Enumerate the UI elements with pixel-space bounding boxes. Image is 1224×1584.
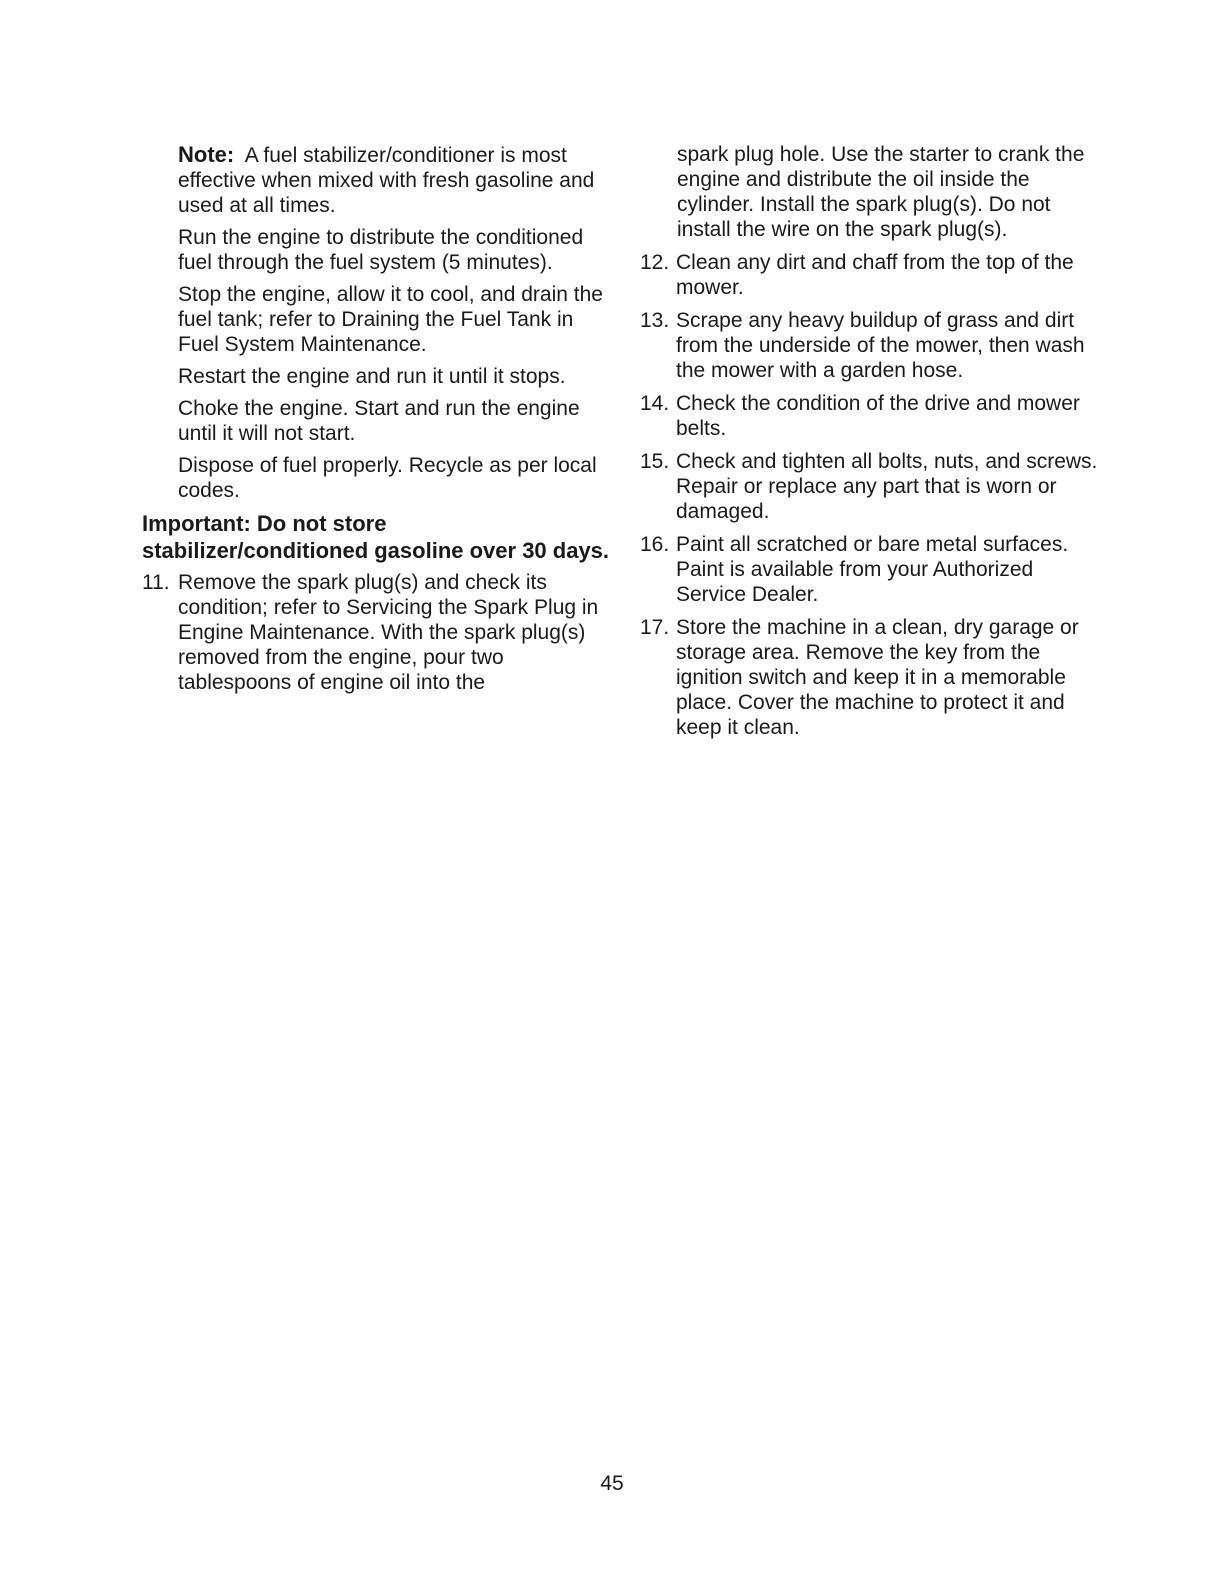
item-text: Store the machine in a clean, dry garage or storage area. Remove the key from the ignition switch and keep it in a memorable place. Cover the machine to protect it and keep it clean. xyxy=(676,616,1079,739)
item-number: 13. xyxy=(640,309,670,332)
page-number: 45 xyxy=(600,1472,624,1495)
note-paragraph xyxy=(142,142,612,218)
item-number: 11. xyxy=(142,571,170,594)
item-number: 14. xyxy=(640,392,670,415)
item-11-continuation: spark plug hole. Use the starter to crank the engine and distribute the oil inside the cylinder. Install the spark plug(s). Do not install the wire on the spark plug(s). xyxy=(677,143,1085,241)
step-dispose-fuel: Dispose of fuel properly. Recycle as per local codes. xyxy=(178,454,597,502)
list-item xyxy=(640,449,1100,524)
list-item xyxy=(640,615,1100,740)
item-text: Remove the spark plug(s) and check its condition; refer to Servicing the Spark Plug in Engine Maintenance. With the spark plug(s) removed from the engine, pour two tablespoons of engine oil into the xyxy=(178,571,599,694)
important-warning: Important: Do not store stabilizer/conditioned gasoline over 30 days. xyxy=(142,511,610,563)
item-number: 16. xyxy=(640,533,670,556)
item-number: 15. xyxy=(640,450,670,473)
item-text: Check the condition of the drive and mower belts. xyxy=(676,392,1080,440)
step-choke-engine: Choke the engine. Start and run the engine until it will not start. xyxy=(178,397,580,445)
note-label: Note: xyxy=(178,142,235,167)
item-text: Clean any dirt and chaff from the top of the mower. xyxy=(676,251,1074,299)
item-number: 17. xyxy=(640,616,670,639)
list-item xyxy=(640,308,1100,383)
step-stop-engine: Stop the engine, allow it to cool, and drain the fuel tank; refer to Draining the Fuel Tank in Fuel System Maintenance. xyxy=(178,283,603,356)
note-text: A fuel stabilizer/conditioner is most effective when mixed with fresh gasoline and used at all times. xyxy=(178,144,595,217)
right-column xyxy=(640,142,1100,748)
step-run-engine: Run the engine to distribute the conditioned fuel through the fuel system (5 minutes). xyxy=(178,226,584,274)
item-text: Paint all scratched or bare metal surfaces. Paint is available from your Authorized Service Dealer. xyxy=(676,533,1069,606)
step-restart-engine: Restart the engine and run it until it stops. xyxy=(178,365,566,388)
list-item xyxy=(640,391,1100,441)
item-text: Check and tighten all bolts, nuts, and screws. Repair or replace any part that is worn or damaged. xyxy=(676,450,1098,523)
left-column xyxy=(142,142,612,703)
item-number: 12. xyxy=(640,251,670,274)
list-item xyxy=(640,532,1100,607)
item-text: Scrape any heavy buildup of grass and dirt from the underside of the mower, then wash the mower with a garden hose. xyxy=(676,309,1085,382)
list-item xyxy=(142,570,612,695)
list-item xyxy=(640,250,1100,300)
